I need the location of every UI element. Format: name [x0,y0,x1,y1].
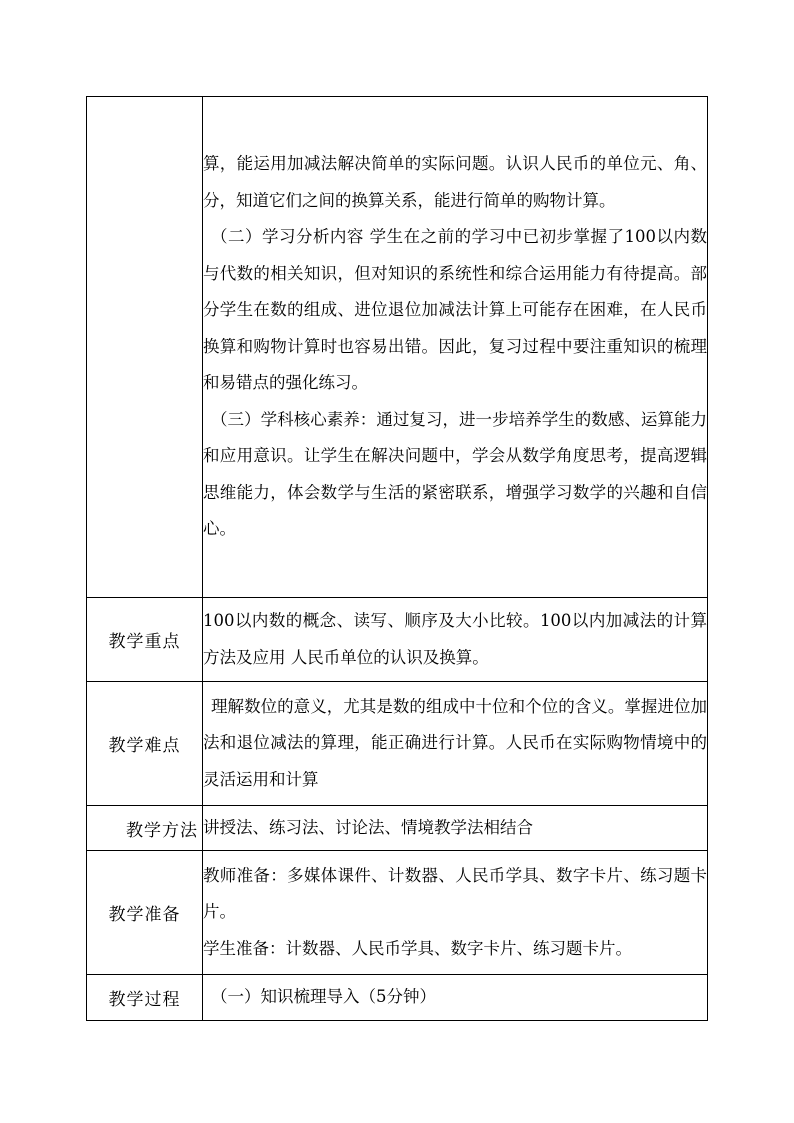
row-content-methods [203,806,708,851]
row-content-difficulties [203,682,708,806]
table-row-difficulties [87,682,708,806]
row-content-process [203,975,708,1021]
paragraph: 理解数位的意义，尤其是数的组成中十位和个位的含义。掌握进位加法和退位减法的算理，能正确进行计算。人民币在实际购物情境中的灵活运用和计算 [203,696,707,789]
row-content-key-points [203,598,708,682]
paragraph: （一）知识梳理导入（5分钟） [211,987,436,1007]
paragraph: 学生准备：计数器、人民币学具、数字卡片、练习题卡片。 [203,938,632,958]
paragraph: 讲授法、练习法、讨论法、情境教学法相结合 [203,817,533,837]
row-label-difficulties: 教学难点 [87,682,203,806]
row-label-methods: 教学方法 [87,806,203,851]
table-row-objectives [87,97,708,598]
row-content-objectives [203,97,708,598]
paragraph: 教师准备：多媒体课件、计数器、人民币学具、数字卡片、练习题卡片。 [203,865,707,922]
row-content-preparation [203,851,708,975]
table-row-process [87,975,708,1021]
paragraph: 算，能运用加减法解决简单的实际问题。认识人民币的单位元、角、分，知道它们之间的换算关系，能进行简单的购物计算。 [203,154,707,210]
table-row-key-points [87,598,708,682]
paragraph: （三）学科核心素养：通过复习，进一步培养学生的数感、运算能力和应用意识。让学生在解决问题中，学会从数学角度思考，提高逻辑思维能力，体会数学与生活的紧密联系，增强学习数学的兴趣和自信心。 [203,409,707,539]
table-row-methods [87,806,708,851]
row-label-preparation: 教学准备 [87,851,203,975]
lesson-plan-table [86,96,708,1021]
paragraph: 100以内数的概念、读写、顺序及大小比较。100以内加减法的计算方法及应用 人民币单位的认识及换算。 [203,611,707,667]
row-label-empty [87,97,203,598]
table-row-preparation [87,851,708,975]
row-label-process: 教学过程 [87,975,203,1021]
row-label-key-points: 教学重点 [87,598,203,682]
paragraph: （二）学习分析内容 学生在之前的学习中已初步掌握了100以内数与代数的相关知识，但对知识的系统性和综合运用能力有待提高。部分学生在数的组成、进位退位加减法计算上可能存在困难，在人民币换算和购物计算时也容易出错。因此，复习过程中要注重知识的梳理和易错点的强化练习。 [203,227,707,393]
